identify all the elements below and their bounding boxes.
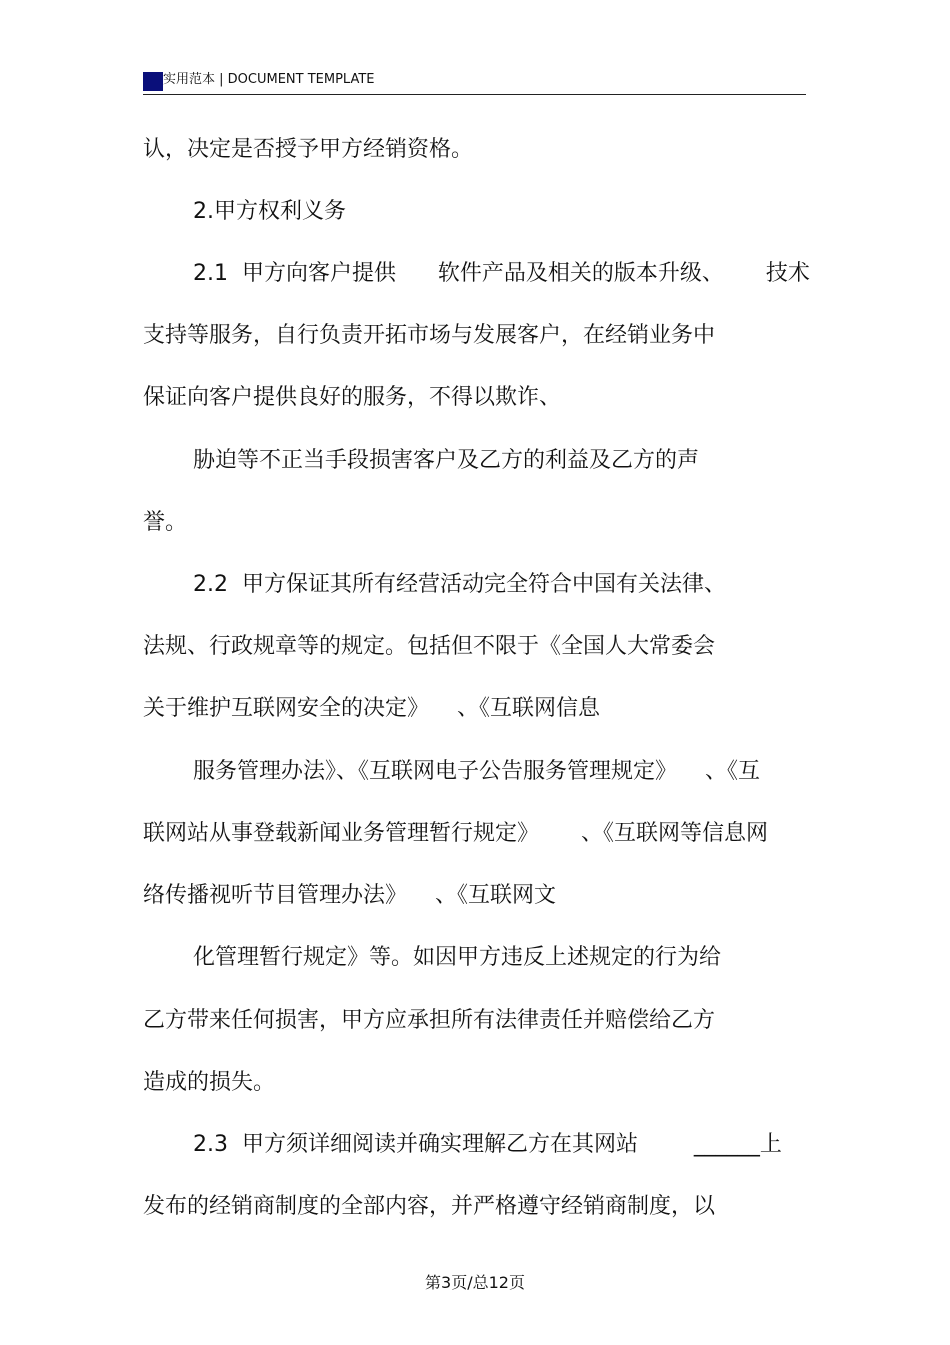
body-line: 法规、行政规章等的规定。包括但不限于《全国人大常委会 xyxy=(143,634,716,659)
body-line: 联网站从事登载新闻业务管理暂行规定》 、《互联网等信息网 xyxy=(143,821,768,846)
body-line: 胁迫等不正当手段损害客户及乙方的利益及乙方的声 xyxy=(193,448,700,473)
body-line: 支持等服务，自行负责开拓市场与发展客户，在经销业务中 xyxy=(143,323,716,348)
body-line: 造成的损失。 xyxy=(143,1070,276,1095)
body-line: 2.2 甲方保证其所有经营活动完全符合中国有关法律、 xyxy=(193,572,726,597)
document-header xyxy=(143,68,806,95)
body-line: 乙方带来任何损害，甲方应承担所有法律责任并赔偿给乙方 xyxy=(143,1008,716,1033)
body-line: 认，决定是否授予甲方经销资格。 xyxy=(143,137,474,162)
header-title: 实用范本 | DOCUMENT TEMPLATE xyxy=(163,72,375,87)
body-line: 保证向客户提供良好的服务，不得以欺诈、 xyxy=(143,385,562,410)
body-line: 络传播视听节目管理办法》 、《互联网文 xyxy=(143,883,556,908)
body-line: 发布的经销商制度的全部内容，并严格遵守经销商制度，以 xyxy=(143,1194,716,1219)
page-number: 第3页/总12页 xyxy=(425,1273,525,1292)
body-line: 誉。 xyxy=(143,510,188,535)
header-logo-block xyxy=(143,72,163,91)
body-line: 化管理暂行规定》等。如因甲方违反上述规定的行为给 xyxy=(193,945,722,970)
body-line: 服务管理办法》、《互联网电子公告服务管理规定》 、《互 xyxy=(193,759,760,784)
section-heading: 2.甲方权利义务 xyxy=(193,199,346,224)
body-line: 2.1 甲方向客户提供 软件产品及相关的版本升级、 技术 xyxy=(193,261,810,286)
body-line: 关于维护互联网安全的决定》 、《互联网信息 xyxy=(143,696,600,721)
body-line: 2.3 甲方须详细阅读并确实理解乙方在其网站 ______上 xyxy=(193,1132,782,1157)
